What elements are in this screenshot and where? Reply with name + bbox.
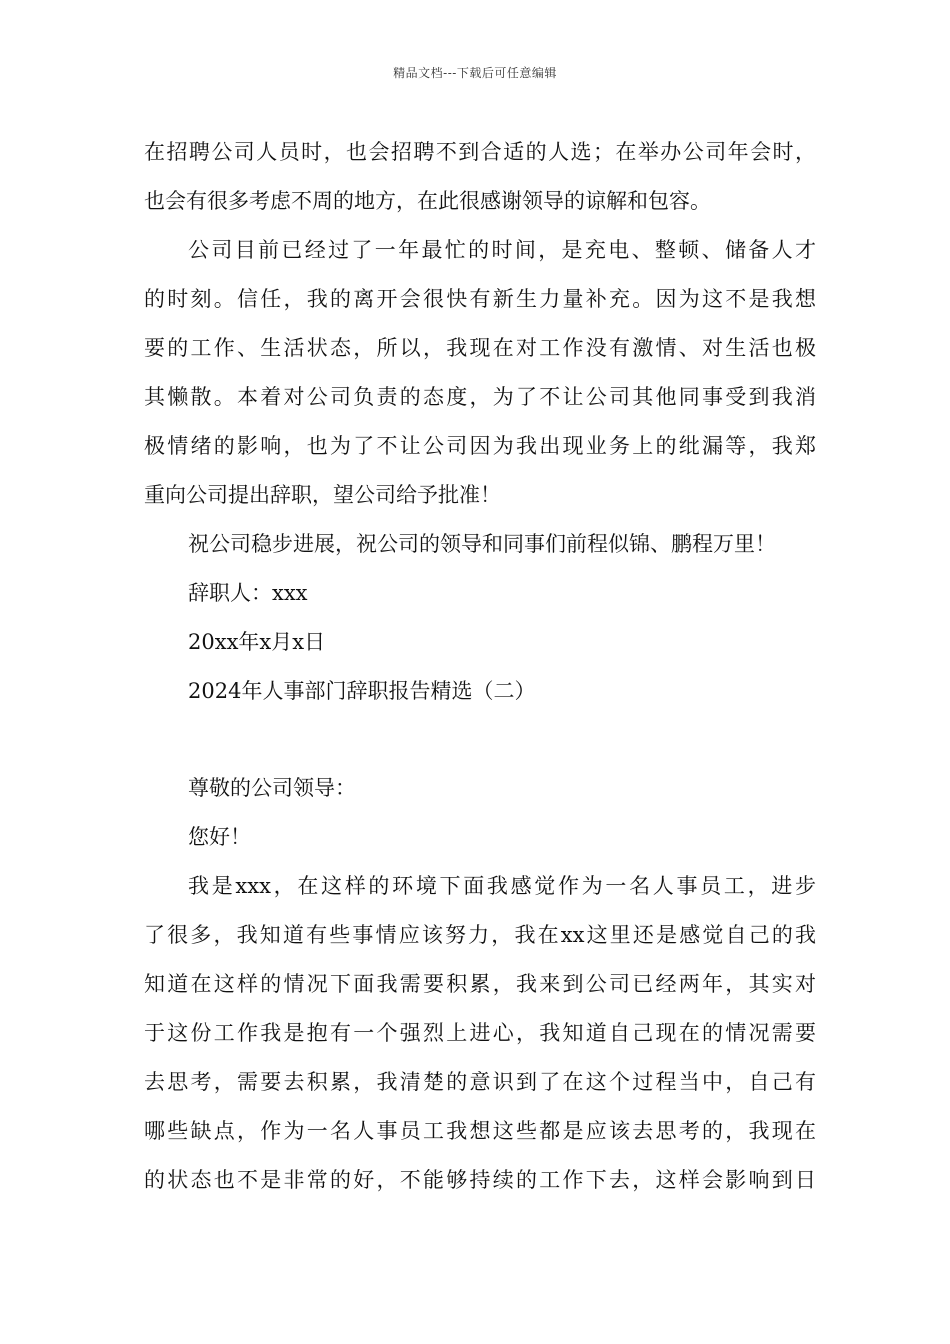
- paragraph-line: 也会有很多考虑不周的地方，在此很感谢领导的谅解和包容。: [144, 189, 711, 213]
- salutation: 尊敬的公司领导：: [188, 776, 356, 800]
- paragraph-line: 哪些缺点，作为一名人事员工我想这些都是应该去思考的，我现在: [144, 1119, 816, 1143]
- paragraph-line: 在招聘公司人员时，也会招聘不到合适的人选；在举办公司年会时，: [144, 140, 816, 164]
- paragraph-line: 于这份工作我是抱有一个强烈上进心，我知道自己现在的情况需要: [144, 1021, 816, 1045]
- paragraph-line: 我是xxx，在这样的环境下面我感觉作为一名人事员工，进步: [188, 874, 816, 898]
- paragraph-line: 极情绪的影响，也为了不让公司因为我出现业务上的纰漏等，我郑: [144, 434, 816, 458]
- paragraph-line: 公司目前已经过了一年最忙的时间，是充电、整顿、储备人才: [188, 238, 816, 262]
- paragraph-line: 其懒散。本着对公司负责的态度，为了不让公司其他同事受到我消: [144, 385, 816, 409]
- paragraph-line: 重向公司提出辞职，望公司给予批准！: [144, 483, 501, 507]
- paragraph-line: 要的工作、生活状态，所以，我现在对工作没有激情、对生活也极: [144, 336, 816, 360]
- closing-wish: 祝公司稳步进展，祝公司的领导和同事们前程似锦、鹏程万里！: [188, 532, 776, 556]
- date: 20xx年x月x日: [188, 630, 326, 654]
- paragraph-line: 了很多，我知道有些事情应该努力，我在xx这里还是感觉自己的我: [144, 923, 816, 947]
- greeting: 您好！: [188, 825, 251, 849]
- paragraph-line: 去思考，需要去积累，我清楚的意识到了在这个过程当中，自己有: [144, 1070, 816, 1094]
- blank-line: [144, 716, 816, 764]
- signer: 辞职人：xxx: [188, 581, 308, 605]
- section-title: 2024年人事部门辞职报告精选（二）: [188, 679, 536, 703]
- paragraph-line: 的状态也不是非常的好，不能够持续的工作下去，这样会影响到日: [144, 1168, 816, 1192]
- document-body: [144, 128, 816, 1205]
- paragraph-line: 的时刻。信任，我的离开会很快有新生力量补充。因为这不是我想: [144, 287, 816, 311]
- paragraph-line: 知道在这样的情况下面我需要积累，我来到公司已经两年，其实对: [144, 972, 816, 996]
- page-header: 精品文档---下载后可任意编辑: [393, 66, 557, 80]
